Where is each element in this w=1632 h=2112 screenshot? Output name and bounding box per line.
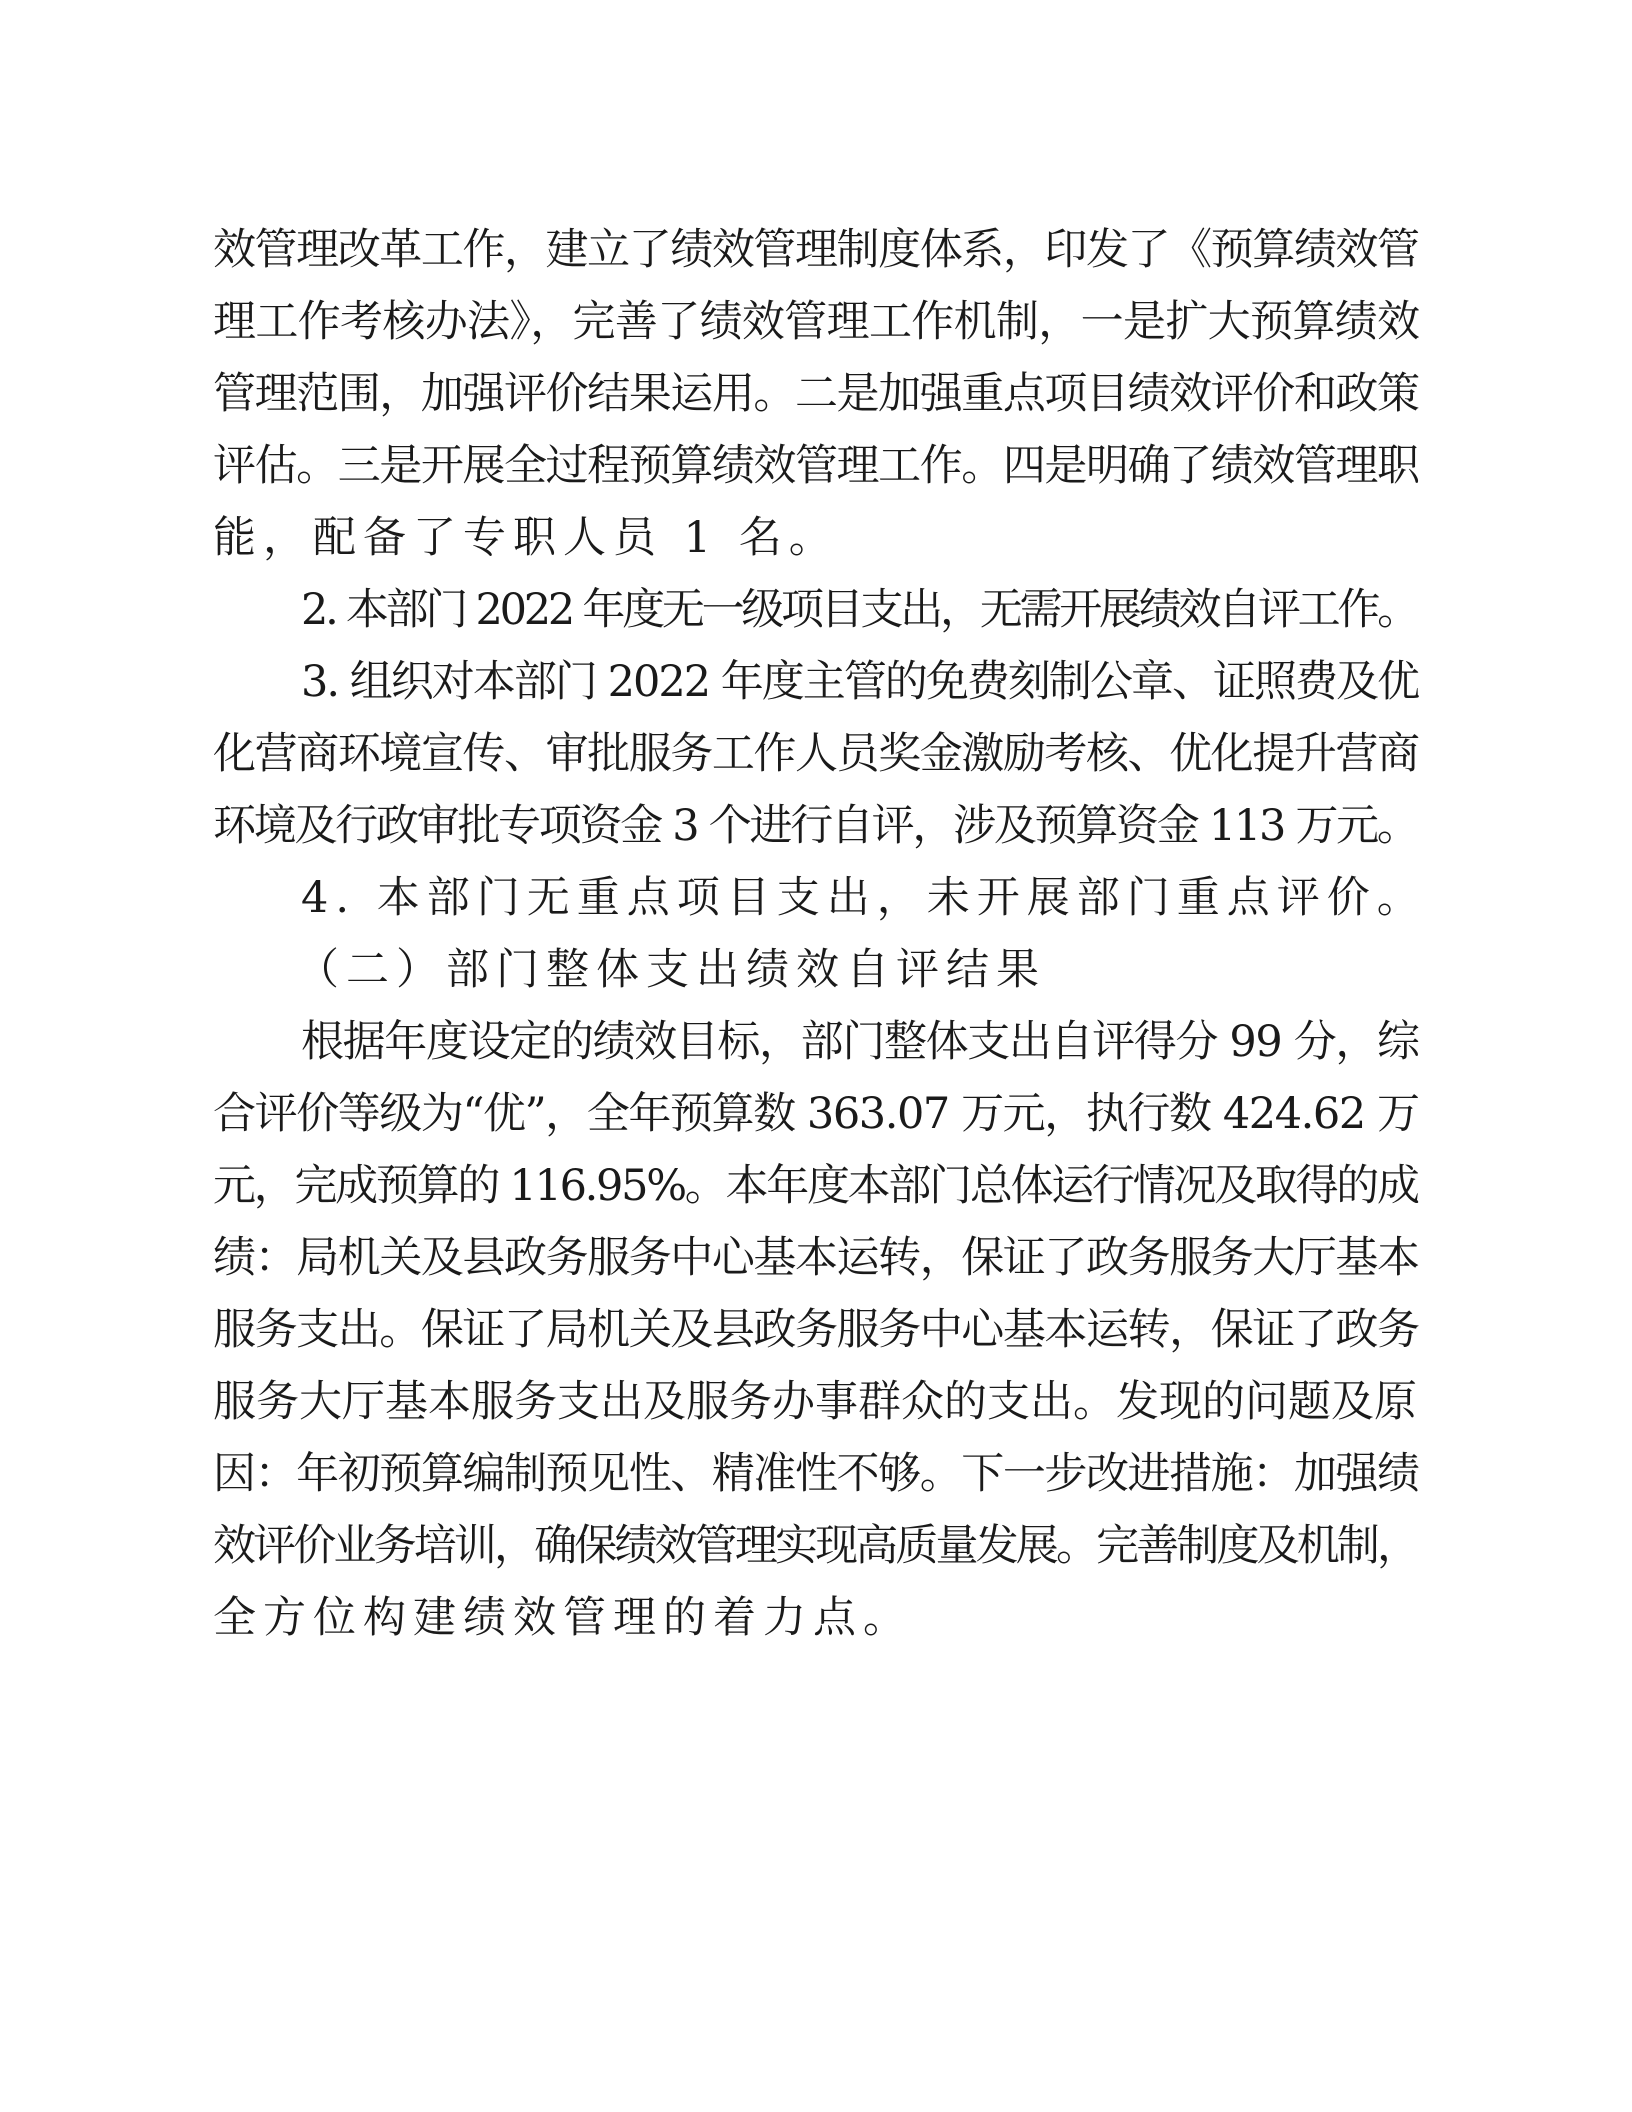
section-heading: （二）部门整体支出绩效自评结果 [296,945,1046,995]
paragraph-line: 效评价业务培训，确保绩效管理实现高质量发展。完善制度及机制， [213,1521,1418,1571]
paragraph-line: 因：年初预算编制预见性、精准性不够。下一步改进措施：加强绩 [213,1449,1419,1499]
list-item: 2. 本部门 2022 年度无一级项目支出，无需开展绩效自评工作。 [301,585,1417,635]
paragraph-line: 合评价等级为“优”，全年预算数 363.07 万元，执行数 424.62 万 [213,1089,1419,1139]
list-item: 4. 本部门无重点项目支出，未开展部门重点评价。 [301,873,1427,923]
paragraph-line: 化营商环境宣传、审批服务工作人员奖金激励考核、优化提升营商 [213,729,1419,779]
paragraph-line: 评估。三是开展全过程预算绩效管理工作。四是明确了绩效管理职 [213,441,1419,491]
paragraph-line: 环境及行政审批专项资金 3 个进行自评，涉及预算资金 113 万元。 [213,801,1418,851]
paragraph-line: 绩：局机关及县政务服务中心基本运转，保证了政务服务大厅基本 [213,1233,1419,1283]
paragraph-line: 服务大厅基本服务支出及服务办事群众的支出。发现的问题及原 [213,1377,1417,1427]
paragraph-line: 管理范围，加强评价结果运用。二是加强重点项目绩效评价和政策 [213,369,1419,419]
paragraph-line: 能，配备了专职人员 1 名。 [213,513,839,563]
paragraph-line: 服务支出。保证了局机关及县政务服务中心基本运转，保证了政务 [213,1305,1419,1355]
paragraph-line: 效管理改革工作，建立了绩效管理制度体系，印发了《预算绩效管 [213,225,1419,275]
paragraph-line: 根据年度设定的绩效目标，部门整体支出自评得分 99 分，综 [301,1017,1419,1067]
paragraph-line: 全方位构建绩效管理的着力点。 [213,1593,913,1643]
list-item: 3. 组织对本部门 2022 年度主管的免费刻制公章、证照费及优 [301,657,1419,707]
paragraph-line: 元，完成预算的 116.95%。本年度本部门总体运行情况及取得的成 [213,1161,1418,1211]
paragraph-line: 理工作考核办法》，完善了绩效管理工作机制，一是扩大预算绩效 [213,297,1420,347]
